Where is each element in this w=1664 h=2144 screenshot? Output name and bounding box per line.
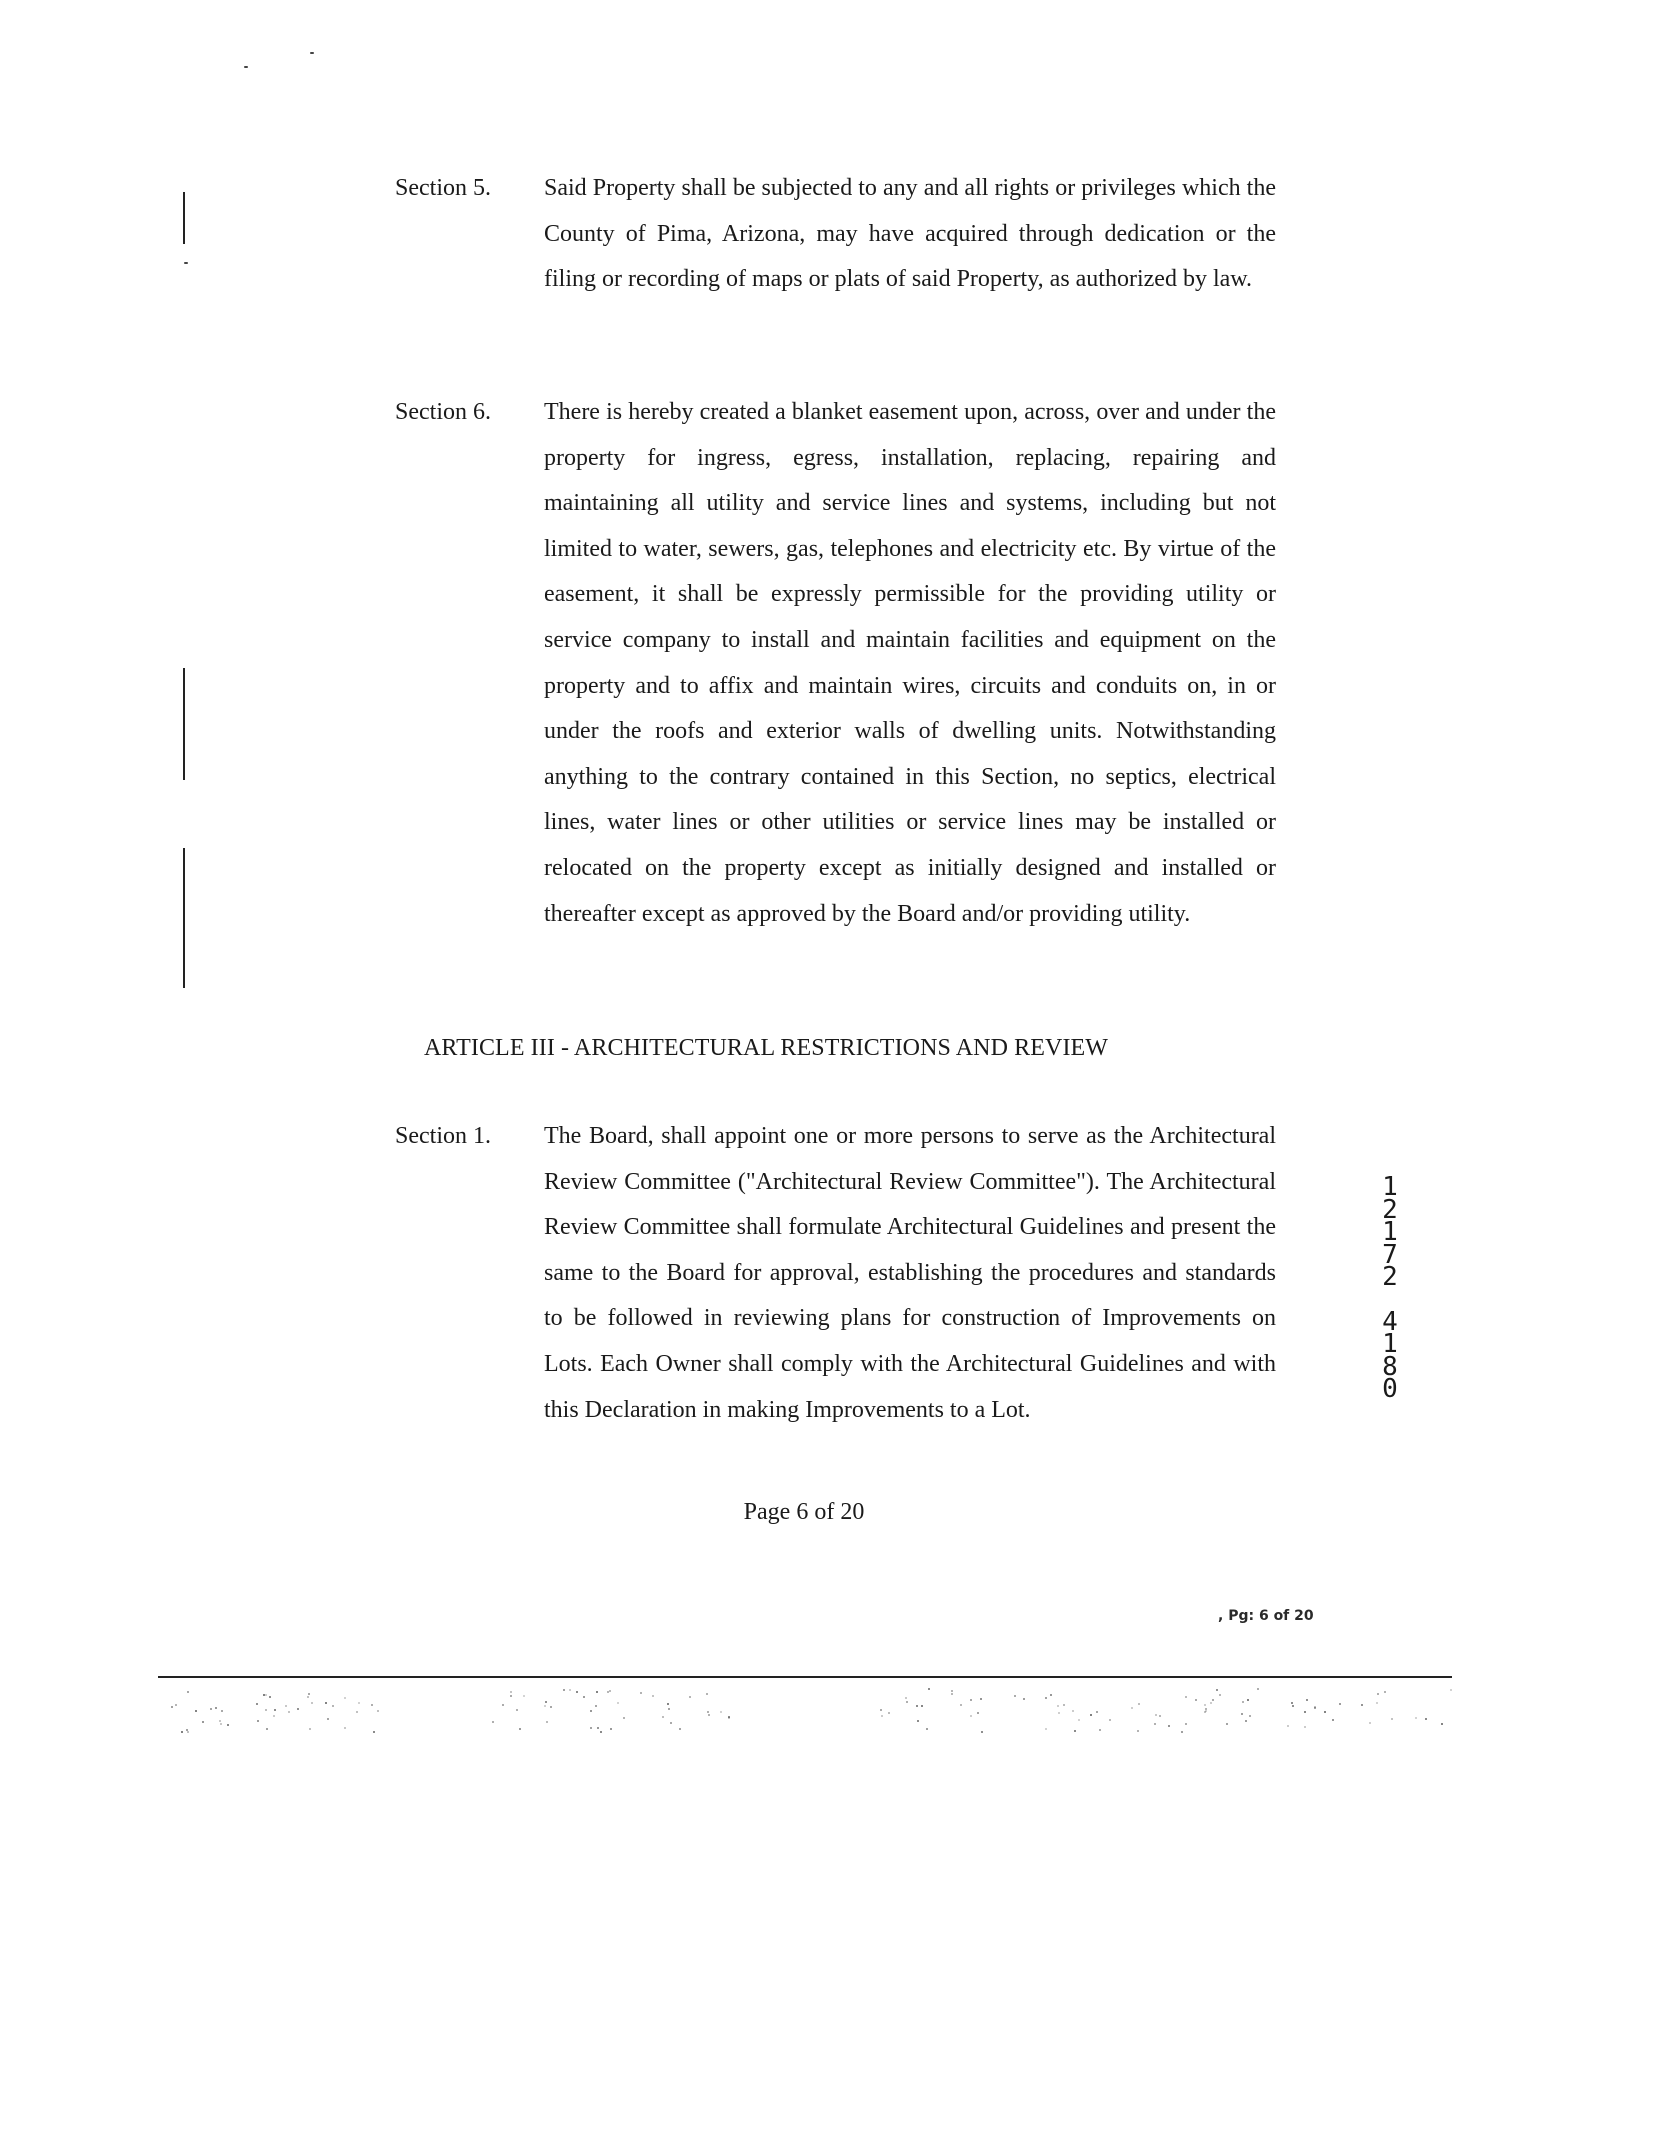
scan-speck xyxy=(187,1731,189,1733)
scan-speck xyxy=(881,1715,883,1717)
article-heading: ARTICLE III - ARCHITECTURAL RESTRICTIONS AND REVIEW xyxy=(424,1035,1109,1061)
scan-speck xyxy=(689,1696,691,1698)
scan-speck xyxy=(590,1727,592,1729)
scan-speck xyxy=(679,1728,681,1730)
scan-speck xyxy=(1332,1719,1334,1721)
recording-digit: 7 xyxy=(1382,1239,1398,1270)
scan-speck xyxy=(1205,1710,1207,1712)
scan-speck xyxy=(1391,1718,1393,1720)
scan-speck xyxy=(550,1706,552,1708)
scan-speck xyxy=(307,1696,309,1698)
scan-speck xyxy=(1063,1704,1065,1706)
section-6-label: Section 6. xyxy=(395,399,491,425)
scan-speck xyxy=(310,52,314,54)
scan-speck xyxy=(1138,1703,1140,1705)
scan-speck xyxy=(1306,1699,1308,1701)
scan-speck xyxy=(708,1714,710,1716)
footer-page-stamp: , Pg: 6 of 20 xyxy=(1218,1608,1314,1624)
scan-speck xyxy=(662,1716,664,1718)
scan-margin-mark xyxy=(183,848,185,988)
scan-speck xyxy=(516,1709,518,1711)
scan-speck xyxy=(1304,1726,1306,1728)
scan-speck xyxy=(545,1701,547,1703)
scan-speck xyxy=(171,1706,173,1708)
scan-speck xyxy=(706,1693,708,1695)
scan-speck xyxy=(720,1711,722,1713)
scan-speck xyxy=(1137,1730,1139,1732)
scan-speck xyxy=(921,1705,923,1707)
scan-speck xyxy=(265,1694,267,1696)
scan-speck xyxy=(916,1705,918,1707)
scan-speck xyxy=(1050,1694,1052,1696)
scan-speck xyxy=(970,1715,972,1717)
scan-speck xyxy=(220,1723,222,1725)
scan-speck xyxy=(273,1715,275,1717)
scan-speck xyxy=(285,1705,287,1707)
scan-speck xyxy=(244,66,248,68)
section-5-text: Said Property shall be subjected to any and all rights or privileges which the County of Pima, Arizona, may have acquired through dedication or the filing or recording of maps or plats of said Property, as authorized by law. xyxy=(544,175,1276,293)
scan-speck xyxy=(1377,1693,1379,1695)
scan-speck xyxy=(1014,1695,1016,1697)
scan-margin-mark xyxy=(183,192,185,244)
scan-speck xyxy=(1369,1722,1371,1724)
scan-speck xyxy=(970,1699,972,1701)
scan-speck xyxy=(600,1731,602,1733)
recording-digit: 2 xyxy=(1382,1262,1398,1292)
scan-speck xyxy=(1074,1730,1076,1732)
scan-speck xyxy=(1072,1710,1074,1712)
scan-speck xyxy=(595,1705,597,1707)
article-section-1-label: Section 1. xyxy=(395,1123,491,1149)
scan-speck xyxy=(980,1698,982,1700)
scan-speck xyxy=(610,1728,612,1730)
scan-margin-mark xyxy=(183,668,185,780)
scan-speck xyxy=(344,1727,346,1729)
scan-speck xyxy=(1384,1691,1386,1693)
scan-speck xyxy=(1226,1723,1228,1725)
scan-speck xyxy=(519,1728,521,1730)
scan-speck xyxy=(1045,1697,1047,1699)
scan-speck xyxy=(1185,1696,1187,1698)
scan-speck xyxy=(358,1702,360,1704)
scan-speck xyxy=(1249,1715,1251,1717)
scan-speck xyxy=(1204,1704,1206,1706)
scan-speck xyxy=(256,1703,258,1705)
scan-speck xyxy=(1247,1699,1249,1701)
scan-speck xyxy=(569,1689,571,1691)
scan-speck xyxy=(371,1704,373,1706)
scan-speck xyxy=(1245,1720,1247,1722)
scan-speck xyxy=(377,1710,379,1712)
scan-speck xyxy=(1292,1705,1294,1707)
scan-speck xyxy=(1078,1719,1080,1721)
scan-speck xyxy=(210,1708,212,1710)
scan-speck xyxy=(510,1691,512,1693)
scan-speck xyxy=(181,1731,183,1733)
scan-speck xyxy=(728,1717,730,1719)
scan-speck xyxy=(184,262,188,264)
scan-speck xyxy=(1291,1702,1293,1704)
scan-speck xyxy=(309,1728,311,1730)
scan-speck xyxy=(563,1689,565,1691)
scan-speck xyxy=(1057,1705,1059,1707)
scan-speck xyxy=(1195,1699,1197,1701)
scan-speck xyxy=(263,1694,265,1696)
page-number: Page 6 of 20 xyxy=(743,1499,865,1525)
footer-divider xyxy=(158,1676,1452,1678)
scan-speck xyxy=(1109,1719,1111,1721)
scan-speck xyxy=(1099,1729,1101,1731)
scan-speck xyxy=(187,1691,189,1693)
scan-speck xyxy=(1376,1702,1378,1704)
scan-speck xyxy=(546,1721,548,1723)
scan-speck xyxy=(227,1724,229,1726)
scan-speck xyxy=(221,1710,223,1712)
scan-speck xyxy=(219,1720,221,1722)
scan-speck xyxy=(977,1712,979,1714)
scan-speck xyxy=(1257,1688,1259,1690)
scan-speck xyxy=(1287,1725,1289,1727)
scan-speck xyxy=(981,1731,983,1733)
scan-speck xyxy=(652,1695,654,1697)
recording-number-stamp xyxy=(1376,1172,1404,1404)
scan-speck xyxy=(1304,1711,1306,1713)
scan-speck xyxy=(1361,1704,1363,1706)
scan-speck xyxy=(590,1710,592,1712)
scan-speck xyxy=(596,1691,598,1693)
recording-digit: 1 xyxy=(1382,1329,1398,1359)
scan-speck xyxy=(670,1722,672,1724)
scan-speck xyxy=(1045,1728,1047,1730)
scan-speck xyxy=(311,1702,313,1704)
scan-speck xyxy=(583,1696,585,1698)
scan-speck xyxy=(640,1692,642,1694)
scan-speck xyxy=(1314,1707,1316,1709)
scan-speck xyxy=(332,1705,334,1707)
scan-speck xyxy=(1339,1703,1341,1705)
recording-digit: 8 xyxy=(1382,1351,1398,1382)
scan-speck xyxy=(917,1720,919,1722)
scan-speck xyxy=(373,1731,375,1733)
scan-speck xyxy=(926,1728,928,1730)
scan-speck xyxy=(1181,1731,1183,1733)
scan-speck xyxy=(880,1709,882,1711)
scan-speck xyxy=(1210,1702,1212,1704)
scan-speck xyxy=(1242,1701,1244,1703)
scan-speck xyxy=(492,1721,494,1723)
scan-speck xyxy=(356,1711,358,1713)
section-5-label: Section 5. xyxy=(395,175,491,201)
scan-speck xyxy=(960,1704,962,1706)
scan-speck xyxy=(502,1704,504,1706)
scan-speck xyxy=(175,1704,177,1706)
scan-speck xyxy=(265,1709,267,1711)
scan-speck xyxy=(266,1728,268,1730)
scan-speck xyxy=(1090,1714,1092,1716)
scan-speck xyxy=(1450,1689,1452,1691)
recording-digit: 1 xyxy=(1382,1217,1398,1247)
scan-speck xyxy=(951,1693,953,1695)
scan-speck xyxy=(257,1720,259,1722)
scan-speck xyxy=(1425,1718,1427,1720)
scan-speck xyxy=(274,1709,276,1711)
scan-speck xyxy=(623,1717,625,1719)
scan-speck xyxy=(297,1708,299,1710)
recording-digit: 2 xyxy=(1382,1194,1398,1225)
scan-speck xyxy=(906,1701,908,1703)
scan-speck xyxy=(1212,1699,1214,1701)
scan-speck xyxy=(523,1695,525,1697)
scan-speck xyxy=(1159,1715,1161,1717)
scan-speck xyxy=(707,1711,709,1713)
scan-speck xyxy=(888,1712,890,1714)
scan-speck xyxy=(1096,1711,1098,1713)
scan-speck xyxy=(215,1707,217,1709)
scan-speck xyxy=(1155,1714,1157,1716)
scan-speck xyxy=(325,1702,327,1704)
scan-speck xyxy=(905,1697,907,1699)
scan-speck xyxy=(1058,1712,1060,1714)
scan-speck xyxy=(1154,1723,1156,1725)
scan-speck xyxy=(597,1727,599,1729)
scan-speck xyxy=(510,1695,512,1697)
scan-speck xyxy=(1023,1698,1025,1700)
scan-speck xyxy=(607,1691,609,1693)
scan-speck xyxy=(195,1710,197,1712)
scan-speck xyxy=(1219,1694,1221,1696)
scan-speck xyxy=(1168,1725,1170,1727)
scan-speck xyxy=(928,1688,930,1690)
article-section-1-text: The Board, shall appoint one or more persons to serve as the Architectural Review Committee ("Architectural Review Committee"). The Architectural Review Committee shall formulate Architectural Guidelines and present the same to the Board for approval, establishing the procedures and standards to be followed in reviewing plans for construction of Improvements on Lots. Each Owner shall comply with the Architectural Guidelines and with this Declaration in making Improvements to a Lot. xyxy=(544,1123,1276,1423)
scan-speck xyxy=(1241,1713,1243,1715)
scan-speck xyxy=(327,1718,329,1720)
scan-speck xyxy=(576,1691,578,1693)
scan-speck xyxy=(308,1693,310,1695)
scan-speck xyxy=(1415,1717,1417,1719)
scan-speck xyxy=(617,1702,619,1704)
recording-digit: 4 xyxy=(1382,1306,1398,1337)
scan-speck xyxy=(668,1708,670,1710)
scan-speck xyxy=(269,1696,271,1698)
scan-speck xyxy=(544,1705,546,1707)
scan-speck xyxy=(202,1721,204,1723)
scan-speck xyxy=(1185,1723,1187,1725)
scan-speck xyxy=(1441,1723,1443,1725)
scan-speck xyxy=(288,1711,290,1713)
recording-digit: 0 xyxy=(1382,1374,1398,1404)
scan-speck xyxy=(344,1697,346,1699)
scan-speck xyxy=(1131,1707,1133,1709)
scan-speck xyxy=(951,1690,953,1692)
scan-speck xyxy=(667,1703,669,1705)
scan-speck xyxy=(1216,1689,1218,1691)
section-6-text: There is hereby created a blanket easement upon, across, over and under the property for ingress, egress, installation, replacing, repairing and maintaining all utility and service lines and systems, including but not limited to water, sewers, gas, telephones and electricity etc. By virtue of the easement, it shall be expressly permissible for the providing utility or service company to install and maintain facilities and equipment on the property and to affix and maintain wires, circuits and conduits on, in or under the roofs and exterior walls of dwelling units. Notwithstanding anything to the contrary contained in this Section, no septics, electrical lines, water lines or other utilities or service lines may be installed or relocated on the property except as initially designed and installed or thereafter except as approved by the Board and/or providing utility. xyxy=(544,399,1276,927)
recording-digit: 1 xyxy=(1382,1172,1398,1202)
scan-speck xyxy=(1324,1711,1326,1713)
